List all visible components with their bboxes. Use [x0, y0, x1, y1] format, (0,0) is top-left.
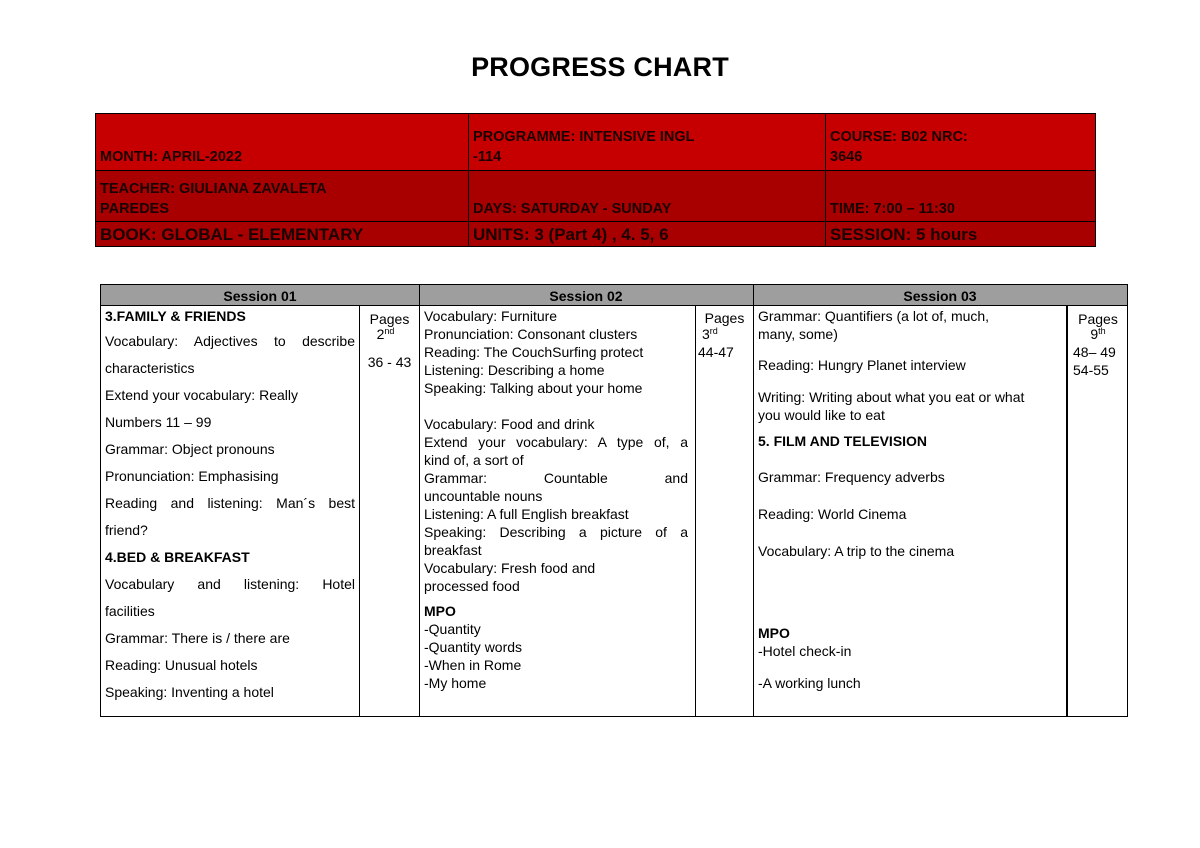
session-cell: SESSION: 5 hours — [826, 222, 1095, 246]
days-cell: DAYS: SATURDAY - SUNDAY — [469, 171, 826, 222]
session-01-content: 3.FAMILY & FRIENDS Vocabulary: Adjectives to describe characteristics Extend your vocabulary: Really Numbers 11 – 99 Grammar: Object pronouns Pronunciation: Emphasising Reading and listening: Man´s best friend? 4.BED & BREAKFAST Vocabulary and listening: Hotel facilities Grammar: There is / there are Reading: Unusual hotels Speaking: Inventing a hotel — [105, 308, 355, 700]
session-03-content: Grammar: Quantifiers (a lot of, much, many, some) Reading: Hungry Planet interview Writing: Writing about what you eat or what you would like to eat 5. FILM AND TELEVISION Grammar: Frequency adverbs Reading: World Cinema Vocabulary: A trip to the cinema MPO -Hotel check-in -A working lunch — [758, 308, 1025, 691]
pages-ordinal: 3rd — [702, 326, 718, 342]
teacher-cell: TEACHER: GIULIANA ZAVALETA PAREDES — [96, 171, 469, 222]
programme-cell: PROGRAMME: INTENSIVE INGL -114 — [469, 114, 826, 171]
time-cell: TIME: 7:00 – 11:30 — [826, 171, 1095, 222]
session-03-pages — [1069, 310, 1127, 716]
month-cell: MONTH: APRIL-2022 — [96, 114, 469, 171]
pages-range: 54-55 — [1073, 362, 1109, 378]
session-02-heading: Session 02 — [419, 285, 753, 306]
pages-range: 48– 49 — [1073, 344, 1116, 360]
units-cell: UNITS: 3 (Part 4) , 4. 5, 6 — [469, 222, 826, 246]
pages-ordinal: 9th — [1090, 326, 1106, 342]
sessions-table — [100, 284, 1128, 717]
column-divider — [419, 285, 420, 716]
session-01-pages — [360, 310, 419, 716]
session-02-pages — [696, 309, 753, 716]
course-cell: COURSE: B02 NRC: 3646 — [826, 114, 1095, 171]
pages-label: Pages — [369, 311, 410, 327]
session-02-content: Vocabulary: Furniture Pronunciation: Consonant clusters Reading: The CouchSurfing protect Listening: Describing a home Speaking: Talking about your home Vocabulary: Food and drink Extend your vocabulary: A type of, a kind of, a sort of Grammar: Countable and uncountable nouns Listening: A full English breakfast Speaking: Describing a picture of a breakfast Vocabulary: Fresh food and processed food MPO -Quantity -Quantity words -When in Rome -My home — [424, 308, 688, 691]
session-03-heading: Session 03 — [753, 285, 1127, 306]
pages-range: 36 - 43 — [367, 354, 412, 370]
pages-label: Pages — [704, 310, 745, 326]
grammar-countable-line: Grammar: Countable and — [424, 470, 688, 486]
pages-range: 44-47 — [698, 344, 734, 360]
pages-divider — [1066, 306, 1068, 716]
session-01-heading: Session 01 — [101, 285, 419, 306]
page-title: PROGRESS CHART — [471, 52, 729, 82]
pages-label: Pages — [1078, 311, 1118, 327]
book-cell: BOOK: GLOBAL - ELEMENTARY — [96, 222, 469, 246]
column-divider — [753, 285, 754, 716]
course-info-table — [95, 113, 1096, 247]
pages-ordinal: 2nd — [376, 326, 395, 342]
